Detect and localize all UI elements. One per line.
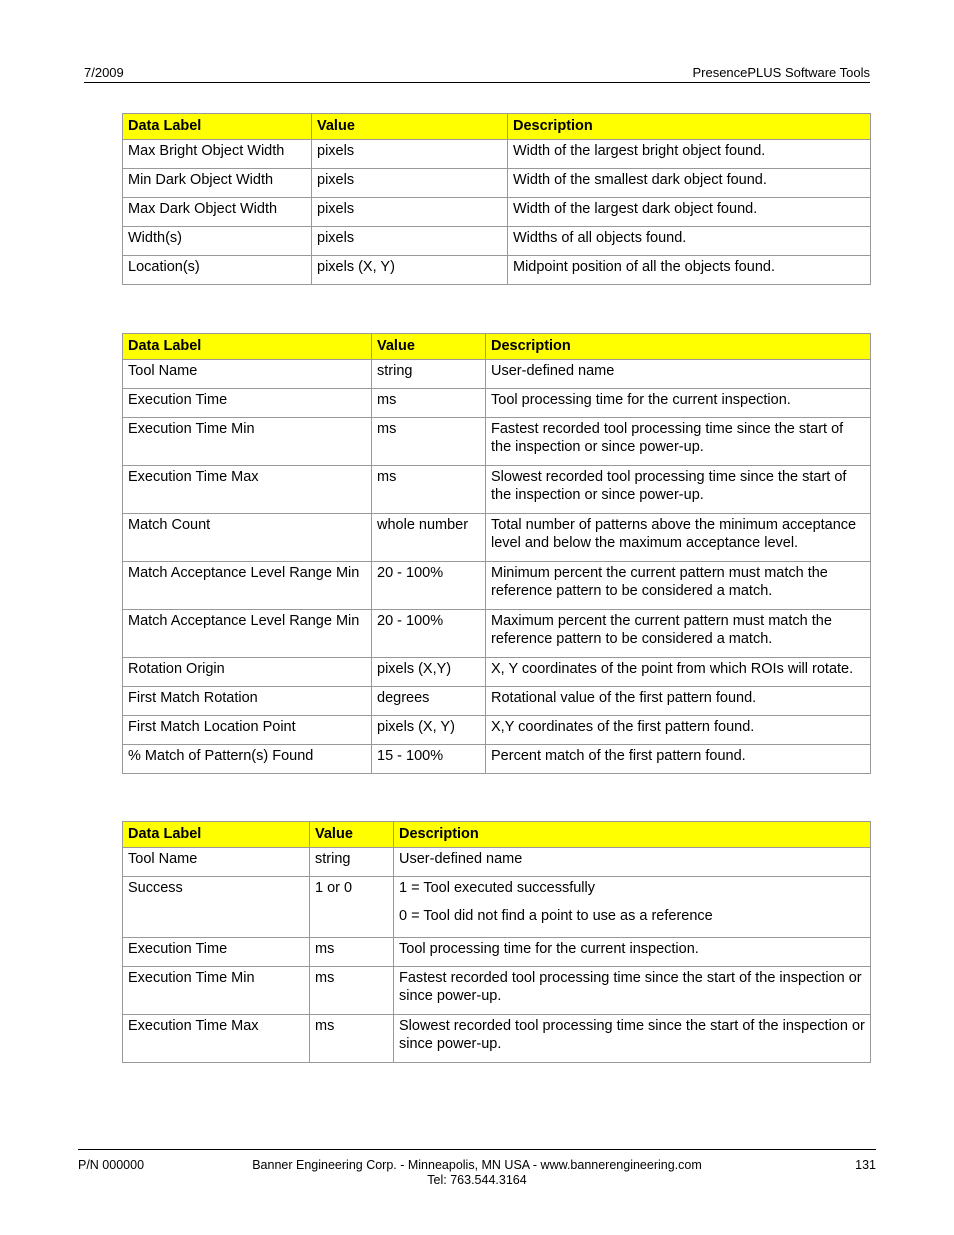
table-row xyxy=(123,1015,871,1063)
table-row xyxy=(123,967,871,1015)
value-cell: 1 or 0 xyxy=(310,877,394,938)
description-cell: Width of the smallest dark object found. xyxy=(508,169,871,198)
value-cell: pixels xyxy=(312,140,508,169)
data-label-cell: Execution Time Min xyxy=(123,418,372,466)
value-cell: ms xyxy=(310,967,394,1015)
data-label-cell: Tool Name xyxy=(123,360,372,389)
table-row xyxy=(123,848,871,877)
data-label-cell: Max Dark Object Width xyxy=(123,198,312,227)
footer-tel: Tel: 763.544.3164 xyxy=(427,1173,527,1187)
data-label-cell: Execution Time xyxy=(123,389,372,418)
description-cell: User-defined name xyxy=(486,360,871,389)
value-cell: ms xyxy=(310,938,394,967)
data-label-cell: Tool Name xyxy=(123,848,310,877)
data-label-cell: Rotation Origin xyxy=(123,658,372,687)
data-label-cell: First Match Location Point xyxy=(123,716,372,745)
table-row xyxy=(123,227,871,256)
table-header-row xyxy=(123,822,871,848)
description-cell: Minimum percent the current pattern must match the reference pattern to be considered a match. xyxy=(486,562,871,610)
description-cell: Slowest recorded tool processing time since the start of the inspection or since power-up. xyxy=(486,466,871,514)
description-line: 0 = Tool did not find a point to use as a reference xyxy=(399,908,713,924)
table-row xyxy=(123,938,871,967)
description-line: 1 = Tool executed successfully xyxy=(399,880,595,896)
table-row xyxy=(123,466,871,514)
column-header: Value xyxy=(310,822,394,848)
column-header: Description xyxy=(486,334,871,360)
data-label-cell: Execution Time xyxy=(123,938,310,967)
value-cell: 20 - 100% xyxy=(372,562,486,610)
data-label-cell: Min Dark Object Width xyxy=(123,169,312,198)
table-row xyxy=(123,514,871,562)
data-label-cell: Location(s) xyxy=(123,256,312,285)
data-label-cell: Execution Time Min xyxy=(123,967,310,1015)
table-row xyxy=(123,198,871,227)
footer-part-number: P/N 000000 xyxy=(78,1158,145,1172)
value-cell: pixels (X,Y) xyxy=(372,658,486,687)
value-cell: degrees xyxy=(372,687,486,716)
table-row xyxy=(123,418,871,466)
table-row xyxy=(123,610,871,658)
header-title: PresencePLUS Software Tools xyxy=(692,65,870,80)
description-cell: X,Y coordinates of the first pattern found. xyxy=(486,716,871,745)
table-row xyxy=(123,140,871,169)
description-cell: X, Y coordinates of the point from which ROIs will rotate. xyxy=(486,658,871,687)
page-footer xyxy=(78,1149,876,1187)
value-cell: ms xyxy=(372,418,486,466)
value-cell: ms xyxy=(372,466,486,514)
column-header: Data Label xyxy=(123,114,312,140)
table-row xyxy=(123,745,871,774)
value-cell: pixels xyxy=(312,198,508,227)
data-label-cell: % Match of Pattern(s) Found xyxy=(123,745,372,774)
value-cell: ms xyxy=(372,389,486,418)
data-label-cell: Match Acceptance Level Range Min xyxy=(123,562,372,610)
data-label-cell: Execution Time Max xyxy=(123,1015,310,1063)
data-table-1 xyxy=(122,113,871,285)
value-cell: string xyxy=(310,848,394,877)
value-cell: 15 - 100% xyxy=(372,745,486,774)
table-row xyxy=(123,658,871,687)
description-cell: Maximum percent the current pattern must match the reference pattern to be considered a match. xyxy=(486,610,871,658)
value-cell: ms xyxy=(310,1015,394,1063)
description-cell: Tool processing time for the current inspection. xyxy=(486,389,871,418)
data-label-cell: First Match Rotation xyxy=(123,687,372,716)
description-cell: Rotational value of the first pattern found. xyxy=(486,687,871,716)
description-cell: Width of the largest bright object found. xyxy=(508,140,871,169)
table-header-row xyxy=(123,114,871,140)
column-header: Description xyxy=(508,114,871,140)
data-label-cell: Max Bright Object Width xyxy=(123,140,312,169)
page-header xyxy=(84,64,870,83)
table-row xyxy=(123,169,871,198)
data-label-cell: Width(s) xyxy=(123,227,312,256)
data-label-cell: Match Acceptance Level Range Min xyxy=(123,610,372,658)
table-row xyxy=(123,389,871,418)
table-row xyxy=(123,562,871,610)
footer-company: Banner Engineering Corp. - Minneapolis, MN USA - www.bannerengineering.com xyxy=(252,1158,702,1172)
value-cell: pixels (X, Y) xyxy=(312,256,508,285)
value-cell: whole number xyxy=(372,514,486,562)
table-row xyxy=(123,687,871,716)
column-header: Data Label xyxy=(123,334,372,360)
table-header-row xyxy=(123,334,871,360)
data-table-2 xyxy=(122,333,871,774)
description-cell: Fastest recorded tool processing time since the start of the inspection or since power-up. xyxy=(486,418,871,466)
table-row xyxy=(123,360,871,389)
description-cell: User-defined name xyxy=(394,848,871,877)
table-row xyxy=(123,256,871,285)
header-date: 7/2009 xyxy=(84,65,124,80)
data-table-3 xyxy=(122,821,871,1063)
column-header: Description xyxy=(394,822,871,848)
description-cell: Percent match of the first pattern found. xyxy=(486,745,871,774)
column-header: Value xyxy=(372,334,486,360)
description-cell: Total number of patterns above the minimum acceptance level and below the maximum acceptance level. xyxy=(486,514,871,562)
description-cell: Fastest recorded tool processing time since the start of the inspection or since power-up. xyxy=(394,967,871,1015)
table-row xyxy=(123,877,871,938)
description-cell: Slowest recorded tool processing time since the start of the inspection or since power-up. xyxy=(394,1015,871,1063)
column-header: Value xyxy=(312,114,508,140)
description-cell: Width of the largest dark object found. xyxy=(508,198,871,227)
value-cell: pixels xyxy=(312,227,508,256)
data-label-cell: Execution Time Max xyxy=(123,466,372,514)
value-cell: pixels xyxy=(312,169,508,198)
data-label-cell: Success xyxy=(123,877,310,938)
value-cell: pixels (X, Y) xyxy=(372,716,486,745)
description-cell: Midpoint position of all the objects found. xyxy=(508,256,871,285)
description-cell xyxy=(394,877,871,938)
footer-company-block xyxy=(78,1158,876,1188)
column-header: Data Label xyxy=(123,822,310,848)
footer-page-number: 131 xyxy=(855,1158,876,1172)
data-label-cell: Match Count xyxy=(123,514,372,562)
value-cell: 20 - 100% xyxy=(372,610,486,658)
value-cell: string xyxy=(372,360,486,389)
description-cell: Widths of all objects found. xyxy=(508,227,871,256)
description-cell: Tool processing time for the current inspection. xyxy=(394,938,871,967)
table-row xyxy=(123,716,871,745)
